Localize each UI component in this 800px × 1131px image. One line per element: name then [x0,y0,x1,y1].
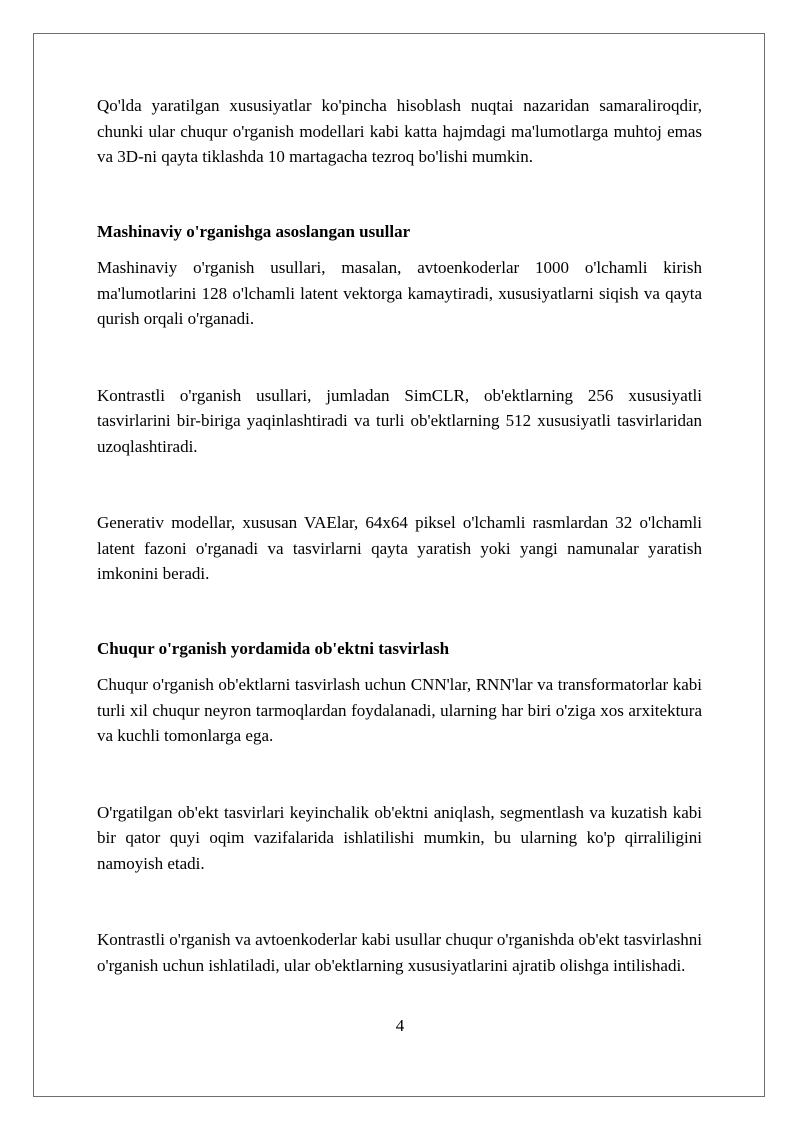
page-number: 4 [395,1016,405,1035]
paragraph-autoencoders: Mashinaviy o'rganish usullari, masalan, avtoenkoderlar 1000 o'lchamli kirish ma'lumotlarini 128 o'lchamli latent vektorga kamaytiradi, xususiyatlarni siqish va qayta qurish orqali o'rganadi. [97,258,702,328]
paragraph-representation-learning: Kontrastli o'rganish va avtoenkoderlar kabi usullar chuqur o'rganishda ob'ekt tasvirlashni o'rganish uchun ishlatiladi, ular ob'ektlarning xususiyatlarini ajratib olishga intilishadi. [97,930,702,975]
paragraph-generative-models: Generativ modellar, xususan VAElar, 64x64 piksel o'lchamli rasmlardan 32 o'lchamli latent fazoni o'rganadi va tasvirlarni qayta yaratish yoki yangi namunalar yaratish imkonini beradi. [97,513,702,583]
section-heading-ml-methods: Mashinaviy o'rganishga asoslangan usullar [97,221,411,241]
section-heading-deep-learning: Chuqur o'rganish yordamida ob'ektni tasvirlash [97,638,450,658]
paragraph-contrastive-learning: Kontrastli o'rganish usullari, jumladan SimCLR, ob'ektlarning 256 xususiyatli tasvirlarini bir-biriga yaqinlashtiradi va turli ob'ektlarning 512 xususiyatli tasvirlaridan uzoqlashtiradi. [97,385,702,456]
paragraph-deep-networks: Chuqur o'rganish ob'ektlarni tasvirlash uchun CNN'lar, RNN'lar va transformatorlar kabi turli xil chuqur neyron tarmoqlardan foydalanadi, ularning har biri o'ziga xos arxitektura va kuchli tomonlarga ega. [97,675,702,745]
paragraph-handcrafted-features: Qo'lda yaratilgan xususiyatlar ko'pincha hisoblash nuqtai nazaridan samaraliroqdir, chunki ular chuqur o'rganish modellari kabi katta hajmdagi ma'lumotlarga muhtoj emas va 3D-ni qayta tiklashda 10 martagacha tezroq bo'lishi mumkin. [97,96,702,166]
document-body [97,93,702,978]
paragraph-downstream-tasks: O'rgatilgan ob'ekt tasvirlari keyinchalik ob'ektni aniqlash, segmentlash va kuzatish kabi bir qator quyi oqim vazifalarida ishlatilishi mumkin, bu ularning ko'p qirraliligini namoyish etadi. [97,802,702,873]
